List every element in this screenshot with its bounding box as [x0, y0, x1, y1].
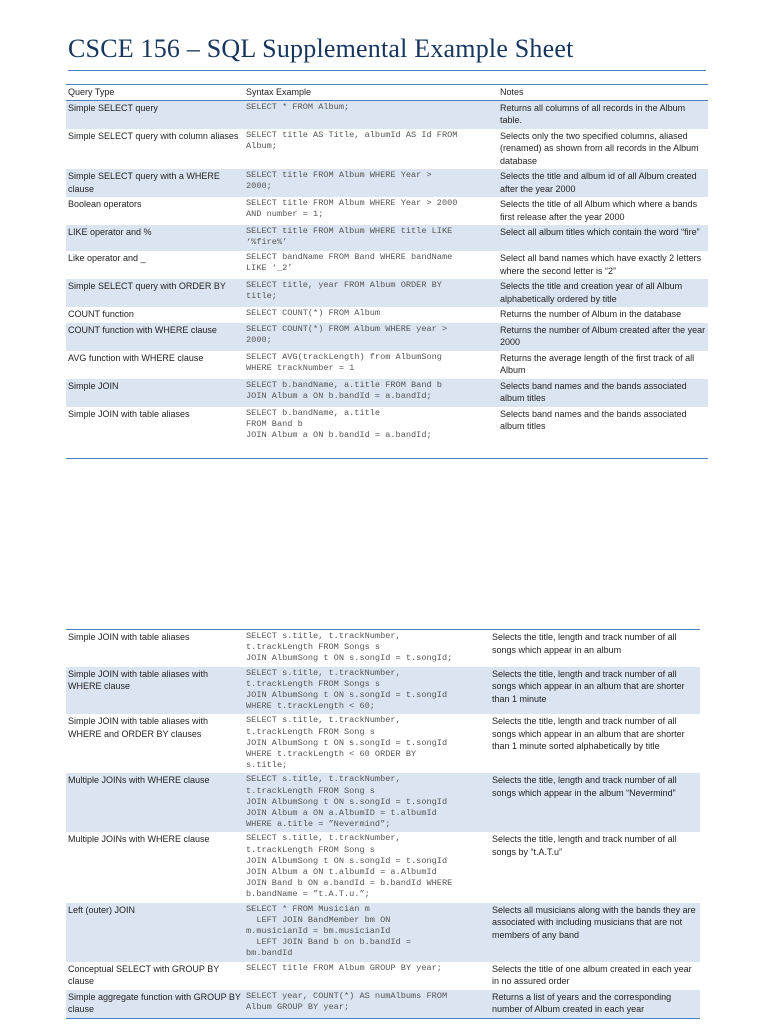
syntax-cell: SELECT AVG(trackLength) from AlbumSong WHERE trackNumber = 1 [246, 351, 442, 373]
notes-cell: Returns the number of Album created after the year 2000 [498, 323, 708, 351]
table-row [66, 197, 708, 225]
page-title: CSCE 156 – SQL Supplemental Example Sheet [68, 34, 574, 63]
syntax-cell: SELECT bandName FROM Band WHERE bandName LIKE ‘_2’ [246, 252, 453, 274]
syntax-cell: SELECT year, COUNT(*) AS numAlbums FROM Album GROUP BY year; [244, 990, 490, 1019]
query-type-cell: LIKE operator and % [66, 225, 244, 251]
sql-example-table-1 [66, 84, 708, 459]
notes-cell: Selects the title and album id of all Album created after the year 2000 [498, 169, 708, 197]
syntax-cell: SELECT title FROM Album GROUP BY year; [246, 962, 442, 973]
notes-cell: Selects band names and the bands associated album titles [500, 408, 687, 431]
syntax-cell: SELECT COUNT(*) FROM Album WHERE year > 2000; [244, 323, 498, 351]
syntax-cell: SELECT title FROM Album WHERE Year > 2000 AND number = 1; [246, 198, 458, 220]
query-type-cell: AVG function with WHERE clause [68, 352, 204, 363]
table-row [66, 667, 700, 715]
notes-cell: Returns the number of Album in the database [500, 309, 682, 319]
table-row [66, 630, 700, 667]
syntax-cell: SELECT title AS Title, albumId AS Id FROM Album; [246, 129, 458, 151]
title-divider [68, 70, 706, 71]
query-type-cell: Simple SELECT query with column aliases [68, 130, 239, 141]
table-row [66, 169, 708, 197]
syntax-cell: SELECT s.title, t.trackNumber, t.trackLength FROM Song s JOIN AlbumSong t ON s.songId = t.songId WHERE t.trackLength < 60 ORDER BY s.title; [246, 715, 448, 771]
notes-cell: Returns a list of years and the corresponding number of Album created in each year [490, 990, 700, 1019]
notes-cell: Selects the title, length and track number of all songs which appear in an album [492, 632, 677, 655]
table-row [66, 990, 700, 1019]
notes-cell: Selects the title, length and track number of all songs which appear in an album that are shorter than 1 minute [490, 667, 700, 715]
query-type-cell: Multiple JOINs with WHERE clause [68, 834, 210, 845]
table-row [66, 407, 708, 459]
table-row [66, 129, 708, 170]
syntax-cell: SELECT title FROM Album WHERE Year > 2000; [244, 169, 498, 197]
syntax-cell: SELECT COUNT(*) FROM Album [246, 308, 381, 318]
query-type-cell: Simple SELECT query with ORDER BY [66, 279, 244, 307]
syntax-cell: SELECT s.title, t.trackNumber, t.trackLength FROM Songs s JOIN AlbumSong t ON s.songId = t.songId WHERE t.trackLength < 60; [244, 667, 490, 715]
notes-cell: Selects all musicians along with the bands they are associated with including musicians that are not members of any band [490, 903, 700, 962]
query-type-cell: Left (outer) JOIN [66, 903, 244, 962]
notes-cell: Select all album titles which contain the word “fire” [498, 225, 708, 251]
notes-cell: Selects the title, length and track number of all songs which appear in an album that are shorter than 1 minute sorted alphabetically by title [492, 716, 685, 752]
query-type-cell: COUNT function with WHERE clause [66, 323, 244, 351]
table-row [66, 832, 700, 902]
sql-example-table-2 [66, 629, 700, 1019]
notes-cell: Selects only the two specified columns, aliased (renamed) as shown from all records in the Album database [500, 130, 699, 166]
query-type-cell: COUNT function [68, 309, 134, 319]
query-type-cell: Simple JOIN with table aliases with WHERE clause [66, 667, 244, 715]
syntax-cell: SELECT b.bandName, a.title FROM Band b JOIN Album a ON b.bandId = a.bandId; [244, 379, 498, 407]
table-row [66, 323, 708, 351]
query-type-cell: Simple JOIN with table aliases with WHERE and ORDER BY clauses [68, 716, 209, 739]
table-row [66, 100, 708, 129]
table-row [66, 251, 708, 279]
table-row [66, 225, 708, 251]
table-row [66, 903, 700, 962]
syntax-cell: SELECT title, year FROM Album ORDER BY title; [244, 279, 498, 307]
syntax-cell: SELECT title FROM Album WHERE title LIKE ‘%fire%’ [244, 225, 498, 251]
syntax-cell: SELECT * FROM Musician m LEFT JOIN BandMember bm ON m.musicianId = bm.musicianId LEFT JOIN Band b on b.bandId = bm.bandId [244, 903, 490, 962]
syntax-cell: SELECT b.bandName, a.title FROM Band b JOIN Album a ON b.bandId = a.bandId; [246, 407, 432, 440]
header-notes: Notes [498, 85, 708, 101]
table-row [66, 279, 708, 307]
syntax-cell: SELECT s.title, t.trackNumber, t.trackLength FROM Song s JOIN AlbumSong t ON s.songId = t.songId JOIN Album a ON a.AlbumID = t.albumId WHERE a.title = ”Nevermind”; [244, 773, 490, 832]
query-type-cell: Simple SELECT query with a WHERE clause [66, 169, 244, 197]
notes-cell: Selects band names and the bands associated album titles [498, 379, 708, 407]
syntax-cell: SELECT s.title, t.trackNumber, t.trackLength FROM Songs s JOIN AlbumSong t ON s.songId = t.songId; [246, 631, 453, 664]
notes-cell: Selects the title of one album created in each year in no assured order [492, 963, 692, 987]
notes-cell: Selects the title and creation year of all Album alphabetically ordered by title [498, 279, 708, 307]
query-type-cell: Boolean operators [68, 199, 142, 209]
table-header-row [66, 85, 708, 101]
syntax-cell: SELECT s.title, t.trackNumber, t.trackLength FROM Song s JOIN AlbumSong t ON s.songId = t.songId JOIN Album a ON t.albumId = a.AlbumId JOIN Band b ON a.bandId = b.bandId WHERE b.bandName = ”t.A.T.u.”; [246, 833, 453, 900]
query-type-cell: Simple SELECT query [66, 100, 244, 129]
table-row [66, 714, 700, 773]
query-type-cell: Conceptual SELECT with GROUP BY clause [68, 963, 220, 987]
header-syntax-example: Syntax Example [244, 85, 498, 101]
notes-cell: Selects the title, length and track number of all songs which appear in the album “Nevermind” [490, 773, 700, 832]
table-row [66, 773, 700, 832]
notes-cell: Returns all columns of all records in the Album table. [498, 100, 708, 129]
query-type-cell: Simple JOIN with table aliases [68, 632, 190, 642]
table-row [66, 307, 708, 323]
query-type-cell: Simple aggregate function with GROUP BY clause [66, 990, 244, 1019]
notes-cell: Select all band names which have exactly 2 letters where the second letter is “2” [500, 253, 702, 276]
query-type-cell: Simple JOIN with table aliases [68, 408, 190, 419]
query-type-cell: Simple JOIN [66, 379, 244, 407]
table-row [66, 351, 708, 379]
query-type-cell: Like operator and _ [68, 253, 146, 263]
table-row [66, 962, 700, 990]
notes-cell: Selects the title, length and track number of all songs by “t.A.T.u” [492, 834, 677, 857]
table-row [66, 379, 708, 407]
notes-cell: Selects the title of all Album which where a bands first release after the year 2000 [500, 199, 698, 222]
syntax-cell: SELECT * FROM Album; [244, 100, 498, 129]
notes-cell: Returns the average length of the first track of all Album [500, 352, 695, 375]
query-type-cell: Multiple JOINs with WHERE clause [66, 773, 244, 832]
header-query-type: Query Type [66, 85, 244, 101]
